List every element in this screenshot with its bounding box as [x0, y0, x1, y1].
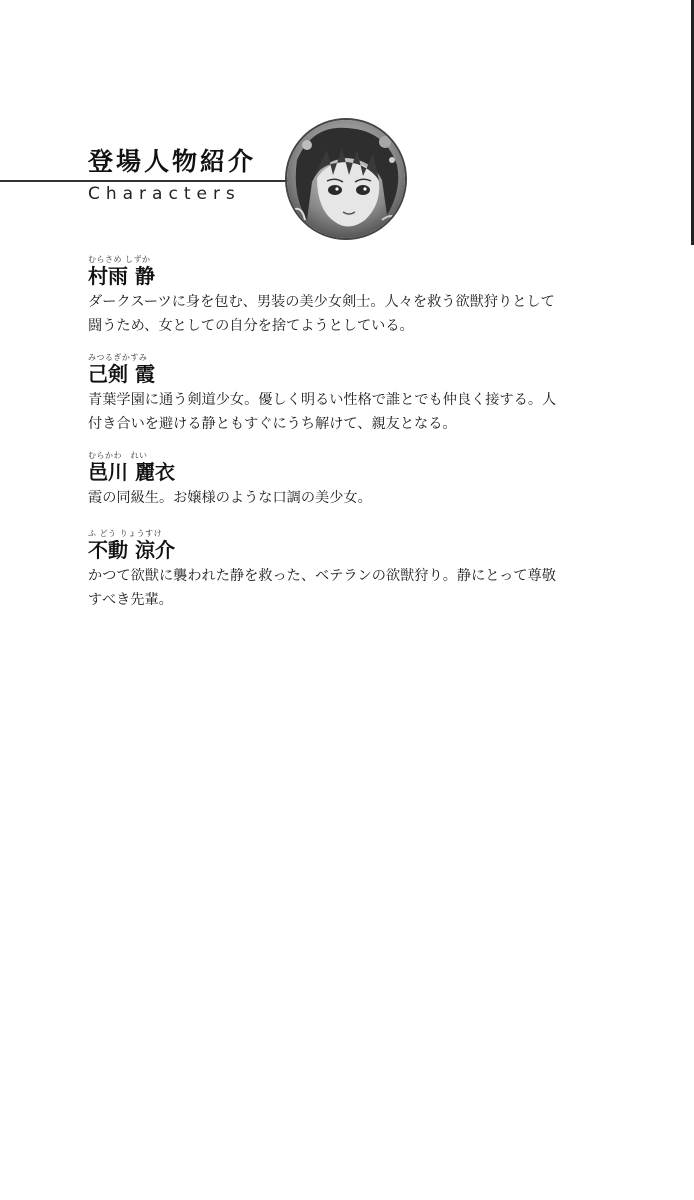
header: [0, 0, 694, 240]
character-entry: [88, 528, 558, 612]
character-name: 村雨 静: [88, 264, 155, 288]
character-description: かつて欲獣に襲われた静を救った、ベテランの欲獣狩り。静にとって尊敬すべき先輩。: [88, 568, 556, 608]
character-portrait: [285, 118, 407, 240]
page-subtitle: Characters: [88, 184, 241, 204]
character-name: 不動 涼介: [88, 538, 175, 562]
character-description: ダークスーツに身を包む、男装の美少女剣士。人々を救う欲獣狩りとして闘うため、女としての自分を捨てようとしている。: [88, 294, 555, 334]
title-underline: [0, 180, 288, 182]
character-description: 霞の同級生。お嬢様のような口調の美少女。: [88, 490, 372, 506]
character-entry: [88, 254, 558, 338]
character-entry: [88, 352, 558, 436]
character-ruby: むらさめ しずか: [88, 255, 151, 264]
character-description: 青葉学園に通う剣道少女。優しく明るい性格で誰とでも仲良く接する。人付き合いを避ける静ともすぐにうち解けて、親友となる。: [88, 392, 557, 432]
character-ruby: みつるぎかすみ: [88, 353, 148, 362]
page-title: 登場人物紹介: [88, 147, 257, 176]
character-ruby: むらかわ れい: [88, 451, 148, 460]
character-name: 邑川 麗衣: [88, 460, 175, 484]
character-entry: [88, 450, 558, 510]
character-list: [88, 254, 558, 612]
character-name: 己剣 霞: [88, 362, 155, 386]
portrait-illustration: [287, 120, 405, 238]
character-ruby: ふ どう りょうすけ: [88, 529, 163, 538]
